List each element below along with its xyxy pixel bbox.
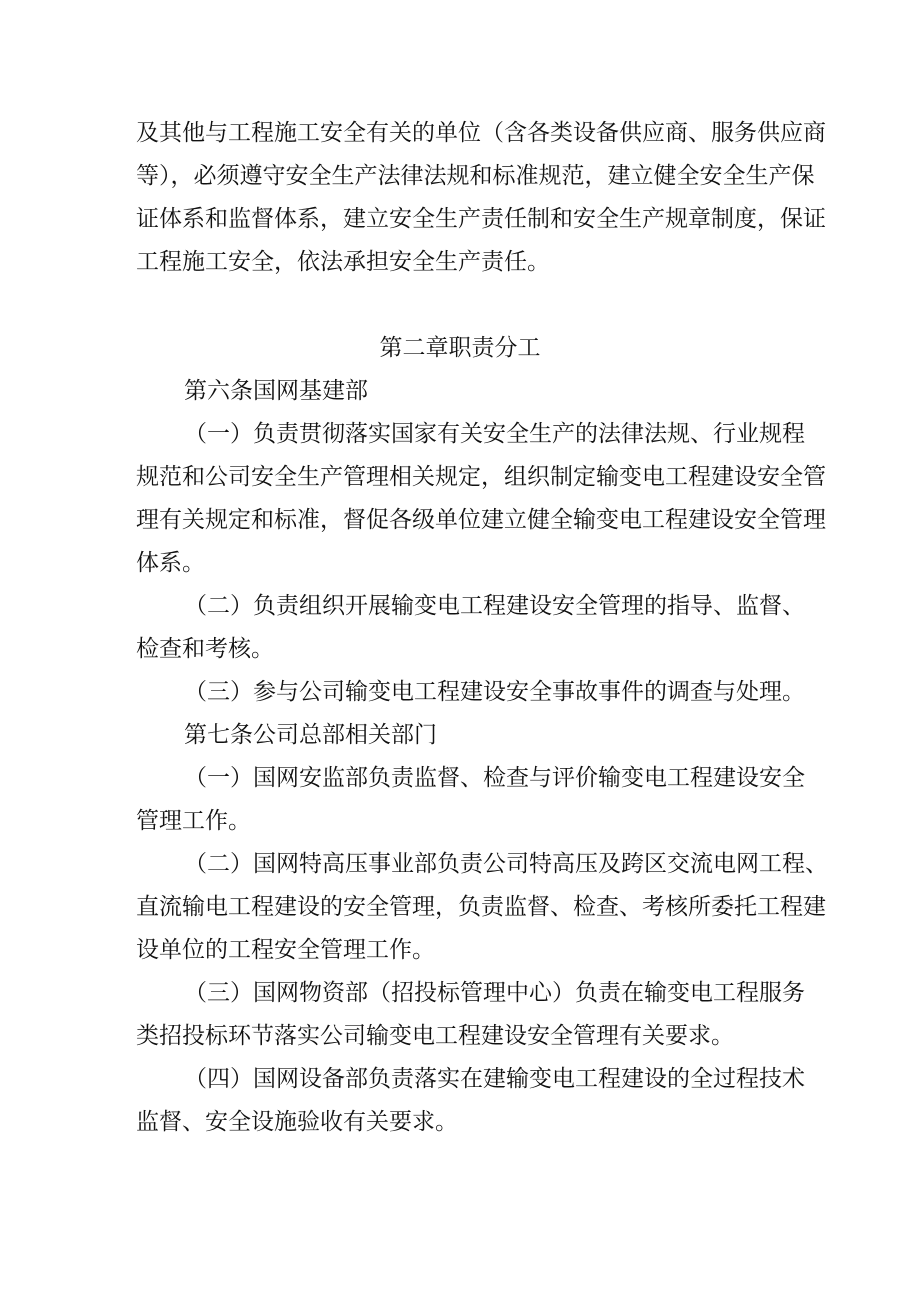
paragraph-line: 管理工作。: [136, 808, 251, 834]
paragraph-line: 证体系和监督体系，建立安全生产责任制和安全生产规章制度，保证: [136, 206, 826, 232]
paragraph-line: 监督、安全设施验收有关要求。: [136, 1109, 458, 1135]
paragraph-line: 等），必须遵守安全生产法律法规和标准规范，建立健全安全生产保: [136, 163, 815, 189]
paragraph-line: 规范和公司安全生产管理相关规定，组织制定输变电工程建设安全管: [136, 464, 826, 490]
paragraph-line: 及其他与工程施工安全有关的单位（含各类设备供应商、服务供应商: [136, 120, 826, 146]
paragraph-line: 检查和考核。: [136, 636, 274, 662]
paragraph-line: 工程施工安全，依法承担安全生产责任。: [136, 249, 550, 275]
paragraph-line: （四）国网设备部负责落实在建输变电工程建设的全过程技术: [184, 1066, 805, 1092]
paragraph-line: 体系。: [136, 550, 205, 576]
paragraph-line: （一）国网安监部负责监督、检查与评价输变电工程建设安全: [184, 765, 805, 791]
paragraph-line: 直流输电工程建设的安全管理，负责监督、检查、考核所委托工程建: [136, 894, 826, 920]
paragraph-line: （二）负责组织开展输变电工程建设安全管理的指导、监督、: [184, 593, 805, 619]
paragraph-line: 类招投标环节落实公司输变电工程建设安全管理有关要求。: [136, 1023, 734, 1049]
article-heading: 第六条国网基建部: [184, 378, 368, 404]
paragraph-line: （二）国网特高压事业部负责公司特高压及跨区交流电网工程、: [184, 851, 828, 877]
chapter-heading: 第二章职责分工: [379, 335, 541, 361]
paragraph-line: （一）负责贯彻落实国家有关安全生产的法律法规、行业规程: [184, 421, 805, 447]
paragraph-line: 设单位的工程安全管理工作。: [136, 937, 435, 963]
article-heading: 第七条公司总部相关部门: [184, 722, 437, 748]
paragraph-line: （三）国网物资部（招投标管理中心）负责在输变电工程服务: [184, 980, 805, 1006]
paragraph-line: 理有关规定和标准，督促各级单位建立健全输变电工程建设安全管理: [136, 507, 826, 533]
paragraph-line: （三）参与公司输变电工程建设安全事故事件的调查与处理。: [184, 679, 805, 705]
